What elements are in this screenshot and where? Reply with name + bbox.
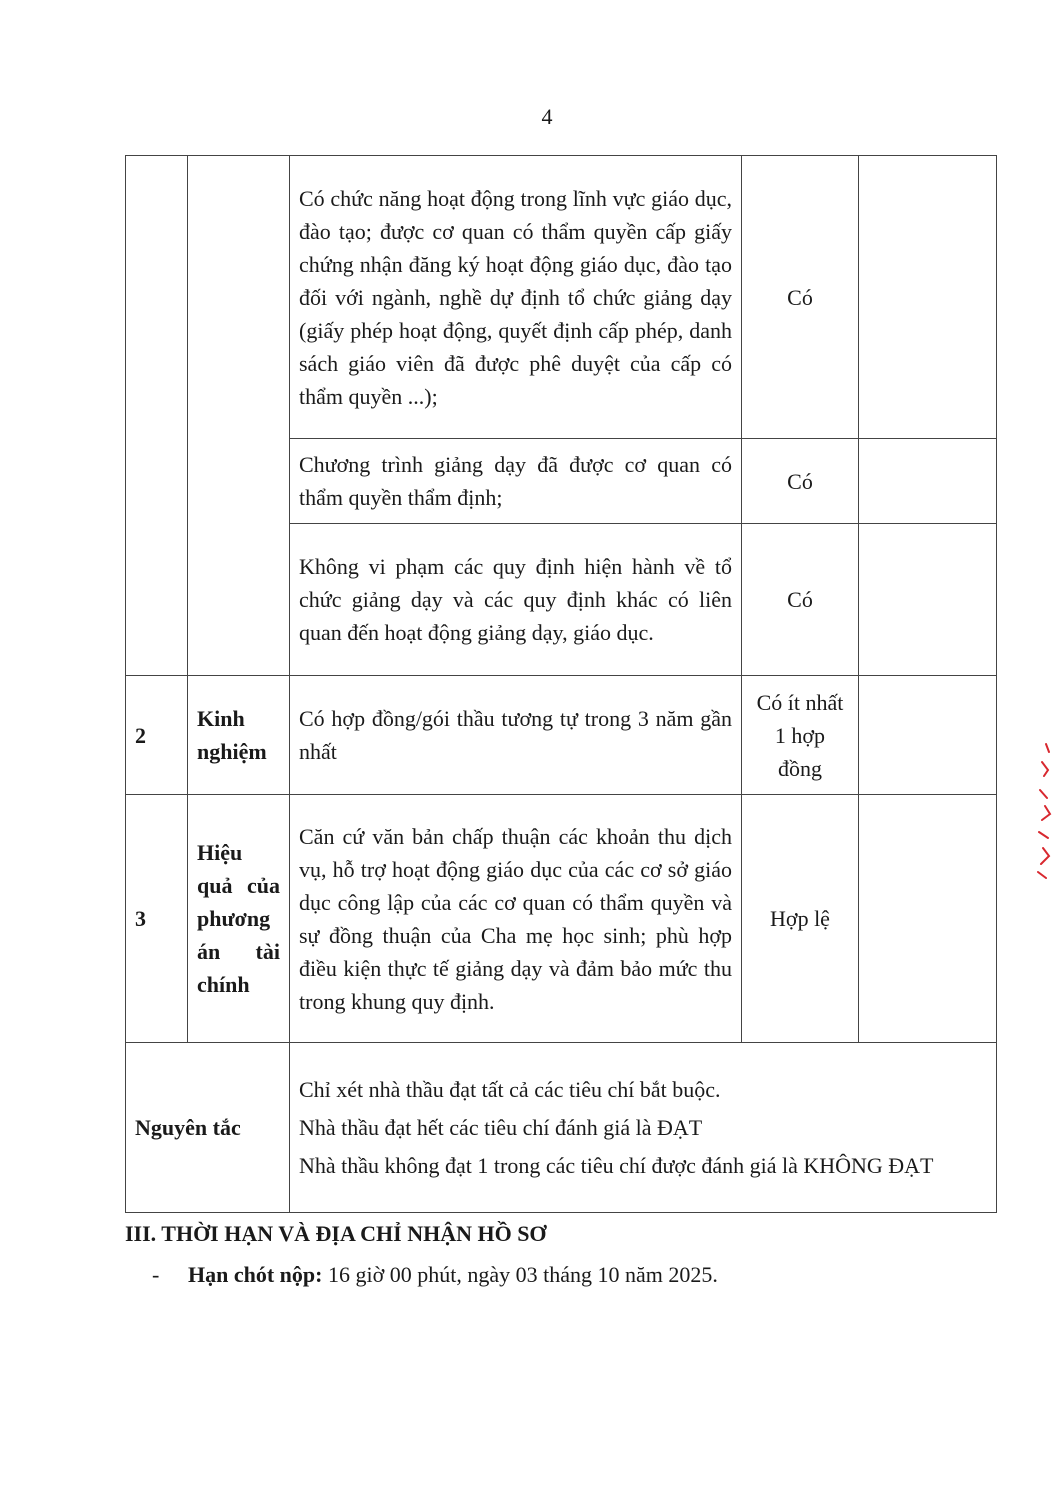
name-cell: Hiệu quả của phương án tài chính — [188, 795, 290, 1043]
principle-row — [126, 1043, 997, 1213]
principle-line: Chỉ xét nhà thầu đạt tất cả các tiêu chí bắt buộc. — [299, 1077, 721, 1102]
note-cell — [859, 524, 997, 676]
note-cell — [859, 676, 997, 795]
requirement-cell: Có hợp đồng/gói thầu tương tự trong 3 năm gần nhất — [290, 676, 742, 795]
deadline-label: Hạn chót nộp: — [188, 1262, 323, 1287]
deadline-value: 16 giờ 00 phút, ngày 03 tháng 10 năm 2025. — [327, 1262, 718, 1287]
requirement-cell: Căn cứ văn bản chấp thuận các khoản thu dịch vụ, hỗ trợ hoạt động giáo dục của các cơ sở giáo dục công lập của các cơ quan có thẩm quyền và sự đồng thuận của Cha mẹ học sinh; phù hợp điều kiện thực tế giảng dạy và đảm bảo mức thu trong khung quy định. — [290, 795, 742, 1043]
table-row — [126, 676, 997, 795]
requirement-cell: Không vi phạm các quy định hiện hành về tổ chức giảng dạy và các quy định khác có liên quan đến hoạt động giảng dạy, giáo dục. — [290, 524, 742, 676]
criteria-table — [125, 155, 997, 1213]
standard-cell: Có ít nhất 1 hợp đồng — [742, 676, 859, 795]
requirement-cell: Chương trình giảng dạy đã được cơ quan có thẩm quyền thẩm định; — [290, 439, 742, 524]
note-cell — [859, 156, 997, 439]
no-cell — [126, 156, 188, 676]
principle-label: Nguyên tắc — [126, 1043, 290, 1213]
principle-line: Nhà thầu không đạt 1 trong các tiêu chí được đánh giá là KHÔNG ĐẠT — [299, 1153, 934, 1178]
no-cell: 3 — [126, 795, 188, 1043]
requirement-cell: Có chức năng hoạt động trong lĩnh vực giáo dục, đào tạo; được cơ quan có thẩm quyền cấp giấy chứng nhận đăng ký hoạt động giáo dục, đào tạo đối với ngành, nghề dự định tổ chức giảng dạy (giấy phép hoạt động, quyết định cấp phép, danh sách giáo viên đã được phê duyệt của cấp có thẩm quyền ...); — [290, 156, 742, 439]
bullet-dash: - — [152, 1262, 160, 1287]
table-row — [126, 156, 997, 439]
no-cell: 2 — [126, 676, 188, 795]
deadline-line — [152, 1262, 718, 1288]
standard-cell: Có — [742, 439, 859, 524]
name-cell: Kinh nghiệm — [188, 676, 290, 795]
stamp-edge-mark — [1036, 740, 1052, 880]
name-cell — [188, 156, 290, 676]
principle-line: Nhà thầu đạt hết các tiêu chí đánh giá là ĐẠT — [299, 1115, 703, 1140]
standard-cell: Có — [742, 524, 859, 676]
principle-content — [290, 1043, 997, 1213]
note-cell — [859, 795, 997, 1043]
standard-cell: Hợp lệ — [742, 795, 859, 1043]
note-cell — [859, 439, 997, 524]
section-heading: III. THỜI HẠN VÀ ĐỊA CHỈ NHẬN HỒ SƠ — [125, 1221, 547, 1246]
page-number: 4 — [541, 104, 553, 129]
table-row — [126, 795, 997, 1043]
standard-cell: Có — [742, 156, 859, 439]
